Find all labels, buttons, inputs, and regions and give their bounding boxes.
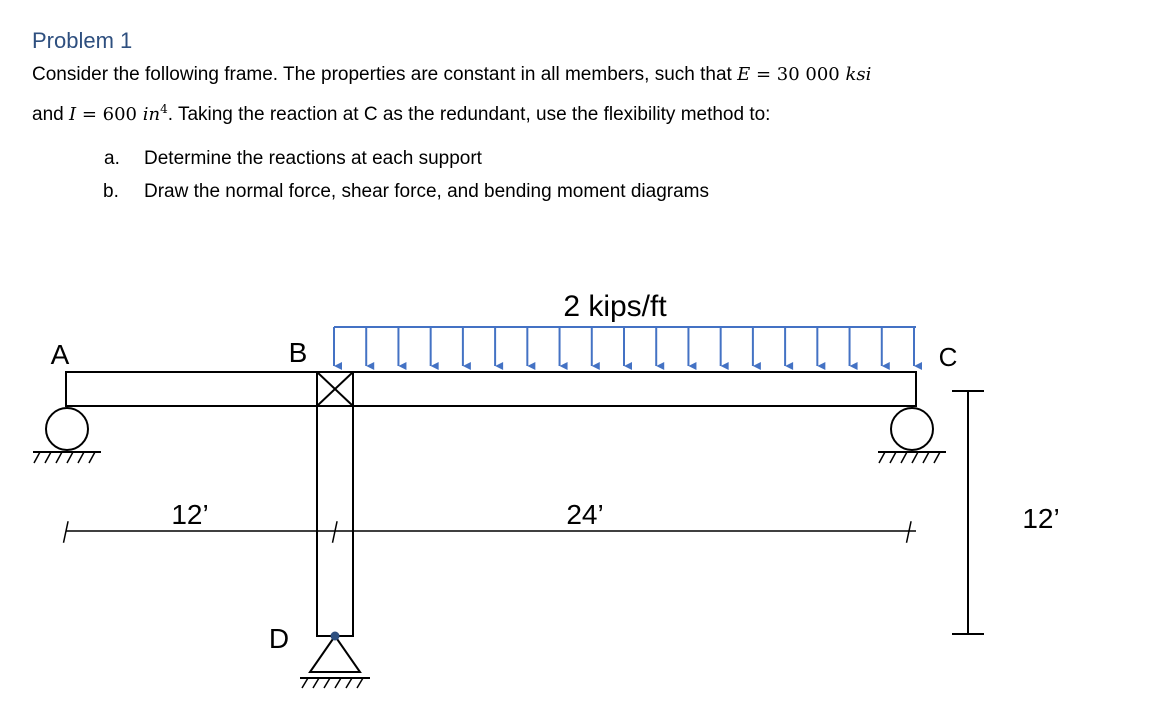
statement-text-1: Consider the following frame. The properties are constant in all members, such that [32,64,732,85]
pin-support-D [300,632,370,688]
statement-text-2: . Taking the reaction at C as the redundant, use the flexibility method to: [167,104,771,125]
label-B: B [288,337,308,368]
roller-support-C [878,408,946,463]
task-b-text: Draw the normal force, shear force, and bending moment diagrams [144,181,709,202]
dimension-BD: 12’ [1022,503,1060,534]
distributed-load [334,327,916,366]
e-unit: ksi [845,64,872,85]
load-label: 2 kips/ft [563,290,667,323]
i-exponent: 4 [160,102,168,116]
e-value: 30 000 [776,64,840,85]
rigid-joint-B [317,372,353,406]
e-symbol: E [737,64,751,85]
beam-AC [66,372,916,406]
i-value: 600 [102,104,137,125]
e-equation: E = 30 000 ksi [737,64,872,85]
dimension-AB: 12’ [171,499,209,530]
dimension-line-vertical [952,391,984,634]
i-symbol: I [68,104,77,125]
label-A: A [50,339,70,370]
i-unit: in [142,104,161,125]
column-BD [317,372,353,636]
roller-support-A [33,408,101,463]
label-C: C [938,342,958,372]
label-D: D [268,623,290,654]
i-equation: I = 600 $in^4$ [68,102,168,125]
dimension-BC: 24’ [566,499,604,530]
problem-title: Problem 1 [32,28,133,53]
statement-and: and [32,104,64,125]
task-b-marker: b. [103,181,119,202]
task-a-marker: a. [104,148,120,169]
task-a-text: Determine the reactions at each support [144,148,482,169]
